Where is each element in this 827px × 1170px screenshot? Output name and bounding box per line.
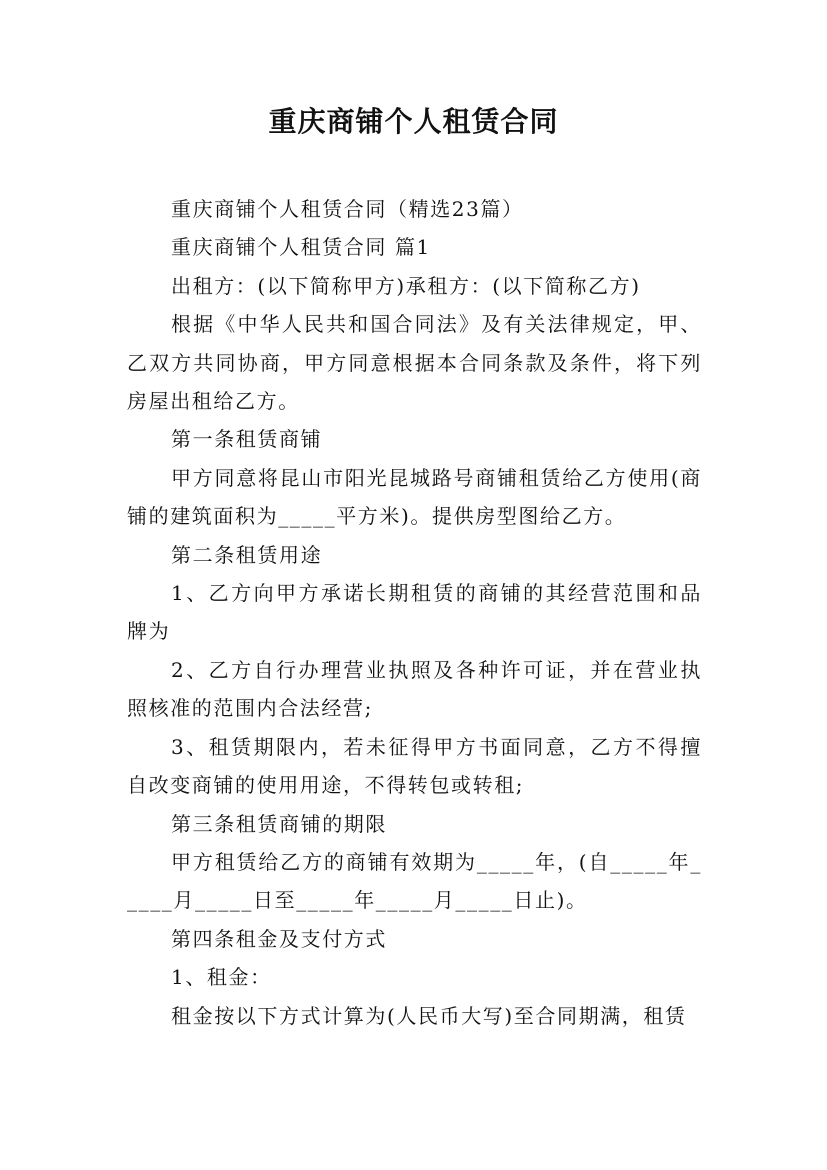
section-heading-4: 第四条租金及支付方式 (171, 926, 387, 951)
paragraph-rent-calculation: 租金按以下方式计算为(人民币大写)至合同期满，租赁 (171, 1003, 687, 1028)
paragraph-parties: 出租方：(以下简称甲方)承租方：(以下简称乙方) (171, 273, 641, 298)
paragraph-article-heading: 重庆商铺个人租赁合同 篇1 (171, 235, 431, 260)
paragraph-clause-2-1: 1、乙方向甲方承诺长期租赁的商铺的其经营范围和品牌为 (127, 581, 702, 644)
paragraph-subtitle: 重庆商铺个人租赁合同（精选23篇） (171, 197, 524, 221)
paragraph-section-3: 甲方租赁给乙方的商铺有效期为_____年，(自_____年_____月_____日至_____年_____月_____日止)。 (127, 849, 702, 913)
section-heading-1: 第一条租赁商铺 (171, 427, 323, 452)
paragraph-section-1: 甲方同意将昆山市阳光昆城路号商铺租赁给乙方使用(商铺的建筑面积为_____平方米)。提供房型图给乙方。 (127, 465, 702, 529)
section-heading-3: 第三条租赁商铺的期限 (171, 811, 387, 836)
paragraph-clause-2-2: 2、乙方自行办理营业执照及各种许可证，并在营业执照核准的范围内合法经营; (127, 657, 702, 721)
paragraph-clause-4-1: 1、租金： (171, 965, 272, 990)
section-heading-2: 第二条租赁用途 (171, 542, 323, 567)
document-body (127, 190, 702, 1035)
paragraph-preamble: 根据《中华人民共和国合同法》及有关法律规定，甲、乙双方共同协商，甲方同意根据本合同条款及条件，将下列房屋出租给乙方。 (127, 312, 702, 414)
paragraph-clause-2-3: 3、租赁期限内，若未征得甲方书面同意，乙方不得擅自改变商铺的使用用途，不得转包或转租; (127, 734, 702, 798)
document-title: 重庆商铺个人租赁合同 (268, 105, 559, 138)
